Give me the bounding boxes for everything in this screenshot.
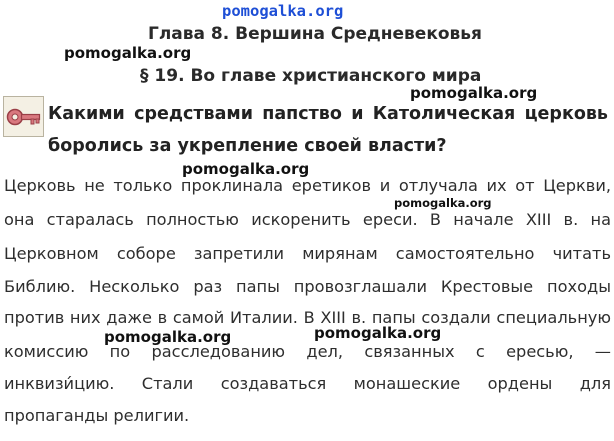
paragraph-line-3: Церковном соборе запретили мирянам самостоятельно читать <box>4 244 611 263</box>
question-line-1: Какими средствами папство и Католическая церковь <box>48 104 608 124</box>
chapter-title: Глава 8. Вершина Средневековья <box>148 24 482 44</box>
watermark-left-header: pomogalka.org <box>64 44 192 62</box>
paragraph-line-8: пропаганды религии. <box>4 406 190 425</box>
watermark-top: pomogalka.org <box>222 2 344 20</box>
paragraph-line-7: инквизи́цию. Стали создаваться монашеские ордены для <box>4 374 611 393</box>
paragraph-line-2: она старалась полностью искоренить ереси. В начале XIII в. на <box>4 210 611 229</box>
paragraph-line-6: комиссию по расследованию дел, связанных с ересью, — <box>4 342 611 361</box>
section-title: § 19. Во главе христианского мира <box>140 66 482 86</box>
watermark-small-right: pomogalka.org <box>394 196 492 210</box>
watermark-para-left: pomogalka.org <box>104 328 232 346</box>
key-icon <box>3 96 44 137</box>
paragraph-line-5: против них даже в самой Италии. В XIII в. папы создали специальную <box>4 308 611 327</box>
paragraph-line-4: Библию. Несколько раз папы провозглашали Крестовые походы <box>4 277 611 296</box>
question-line-2: боролись за укрепление своей власти? <box>48 136 447 156</box>
watermark-mid-question: pomogalka.org <box>182 160 310 178</box>
paragraph-line-1: Церковь не только проклинала еретиков и отлучала их от Церкви, <box>4 176 611 195</box>
watermark-right-header: pomogalka.org <box>410 84 538 102</box>
watermark-para-right: pomogalka.org <box>314 324 442 342</box>
